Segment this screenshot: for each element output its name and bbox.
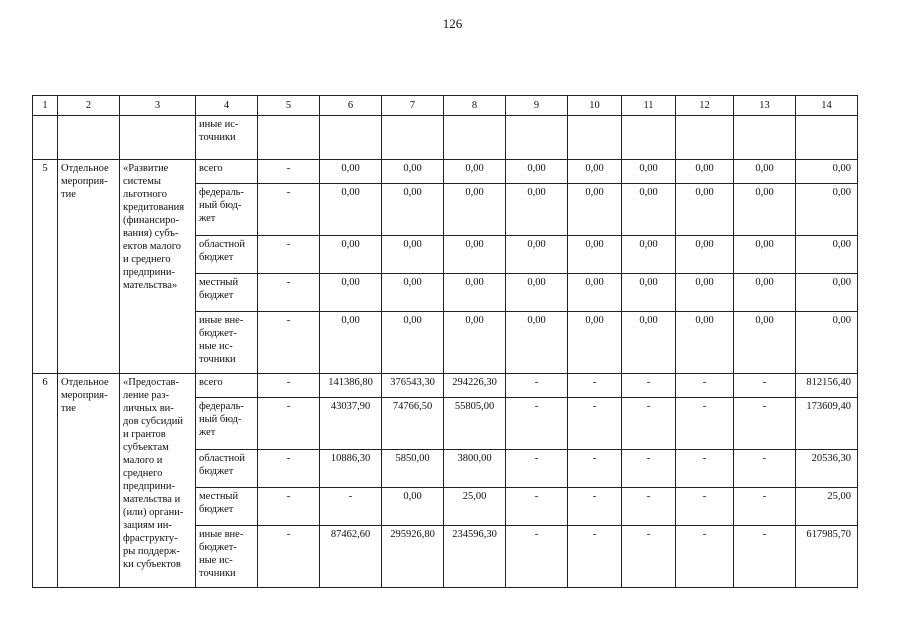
value-col-13: 0,00	[734, 236, 796, 274]
value-col-11: 0,00	[622, 236, 676, 274]
value-col-7: 74766,50	[382, 398, 444, 450]
value-col-8: 0,00	[444, 274, 506, 312]
value-col-7: 295926,80	[382, 526, 444, 588]
value-col-6: 0,00	[320, 312, 382, 374]
value-col-12: -	[676, 374, 734, 398]
value-col-8: 3800,00	[444, 450, 506, 488]
row5-subrow	[33, 160, 858, 184]
value-col-13: 0,00	[734, 184, 796, 236]
value-col-8: 0,00	[444, 160, 506, 184]
row5-number: 5	[33, 160, 58, 374]
cell-col-4: иные ис- точники	[196, 116, 258, 160]
value-col-12: 0,00	[676, 184, 734, 236]
value-col-11: 0,00	[622, 184, 676, 236]
value-col-8: 0,00	[444, 312, 506, 374]
value-col-11: -	[622, 488, 676, 526]
value-col-9: -	[506, 526, 568, 588]
value-col-9: 0,00	[506, 184, 568, 236]
funding-source: областной бюджет	[196, 236, 258, 274]
value-col-9: 0,00	[506, 160, 568, 184]
value-col-12: 0,00	[676, 312, 734, 374]
column-header-11: 11	[622, 96, 676, 116]
value-col-12: 0,00	[676, 236, 734, 274]
value-col-9: -	[506, 398, 568, 450]
value-col-9: -	[506, 374, 568, 398]
value-col-11: -	[622, 374, 676, 398]
row6-subrow	[33, 374, 858, 398]
value-col-13: -	[734, 488, 796, 526]
value-col-12: -	[676, 398, 734, 450]
row6-name: «Предостав- ление раз- личных ви- дов субсидий и грантов субъектам малого и среднего предприни- мательства и (или) органи- зациям ин- фраструкту- ры поддерж- ки субъектов	[120, 374, 196, 588]
value-col-5: -	[258, 450, 320, 488]
value-col-9: -	[506, 488, 568, 526]
value-col-6: 87462,60	[320, 526, 382, 588]
value-col-14: 812156,40	[796, 374, 858, 398]
value-col-13: -	[734, 374, 796, 398]
value-col-14: 25,00	[796, 488, 858, 526]
cell-col-6	[320, 116, 382, 160]
column-header-2: 2	[58, 96, 120, 116]
value-col-8: 0,00	[444, 184, 506, 236]
header-row	[33, 96, 858, 116]
value-col-8: 0,00	[444, 236, 506, 274]
value-col-12: -	[676, 450, 734, 488]
value-col-10: 0,00	[568, 312, 622, 374]
continuation-row	[33, 116, 858, 160]
value-col-5: -	[258, 236, 320, 274]
value-col-8: 234596,30	[444, 526, 506, 588]
value-col-7: 0,00	[382, 184, 444, 236]
value-col-8: 55805,00	[444, 398, 506, 450]
value-col-13: -	[734, 450, 796, 488]
value-col-11: -	[622, 398, 676, 450]
value-col-9: 0,00	[506, 236, 568, 274]
value-col-14: 0,00	[796, 184, 858, 236]
value-col-10: -	[568, 450, 622, 488]
value-col-14: 0,00	[796, 160, 858, 184]
value-col-7: 0,00	[382, 160, 444, 184]
value-col-9: 0,00	[506, 274, 568, 312]
value-col-12: 0,00	[676, 160, 734, 184]
budget-table	[32, 95, 858, 588]
value-col-14: 0,00	[796, 236, 858, 274]
value-col-10: -	[568, 374, 622, 398]
column-header-12: 12	[676, 96, 734, 116]
value-col-5: -	[258, 312, 320, 374]
cell-col-7	[382, 116, 444, 160]
value-col-8: 294226,30	[444, 374, 506, 398]
value-col-11: 0,00	[622, 160, 676, 184]
value-col-14: 0,00	[796, 274, 858, 312]
funding-source: федераль- ный бюд- жет	[196, 184, 258, 236]
cell-col-8	[444, 116, 506, 160]
value-col-6: 0,00	[320, 274, 382, 312]
value-col-6: 43037,90	[320, 398, 382, 450]
value-col-6: 0,00	[320, 160, 382, 184]
value-col-10: -	[568, 488, 622, 526]
value-col-10: -	[568, 398, 622, 450]
value-col-11: 0,00	[622, 312, 676, 374]
value-col-14: 173609,40	[796, 398, 858, 450]
cell-col-13	[734, 116, 796, 160]
cell-col-5	[258, 116, 320, 160]
value-col-5: -	[258, 398, 320, 450]
value-col-6: 0,00	[320, 184, 382, 236]
funding-source: областной бюджет	[196, 450, 258, 488]
value-col-13: -	[734, 398, 796, 450]
value-col-6: -	[320, 488, 382, 526]
value-col-8: 25,00	[444, 488, 506, 526]
value-col-11: 0,00	[622, 274, 676, 312]
value-col-10: -	[568, 526, 622, 588]
value-col-5: -	[258, 274, 320, 312]
column-header-8: 8	[444, 96, 506, 116]
value-col-13: -	[734, 526, 796, 588]
value-col-7: 0,00	[382, 488, 444, 526]
value-col-6: 0,00	[320, 236, 382, 274]
value-col-10: 0,00	[568, 236, 622, 274]
cell-col-14	[796, 116, 858, 160]
value-col-9: -	[506, 450, 568, 488]
value-col-13: 0,00	[734, 312, 796, 374]
column-header-4: 4	[196, 96, 258, 116]
column-header-7: 7	[382, 96, 444, 116]
value-col-7: 0,00	[382, 274, 444, 312]
cell-col-9	[506, 116, 568, 160]
column-header-6: 6	[320, 96, 382, 116]
column-header-1: 1	[33, 96, 58, 116]
value-col-11: -	[622, 450, 676, 488]
value-col-10: 0,00	[568, 184, 622, 236]
value-col-9: 0,00	[506, 312, 568, 374]
funding-source: всего	[196, 160, 258, 184]
value-col-7: 376543,30	[382, 374, 444, 398]
cell-col-3	[120, 116, 196, 160]
value-col-6: 141386,80	[320, 374, 382, 398]
funding-source: местный бюджет	[196, 274, 258, 312]
page-number: 126	[442, 16, 463, 31]
row5-type: Отдельное мероприя- тие	[58, 160, 120, 374]
column-header-10: 10	[568, 96, 622, 116]
value-col-6: 10886,30	[320, 450, 382, 488]
value-col-13: 0,00	[734, 160, 796, 184]
value-col-14: 20536,30	[796, 450, 858, 488]
value-col-7: 0,00	[382, 312, 444, 374]
funding-source: местный бюджет	[196, 488, 258, 526]
value-col-5: -	[258, 488, 320, 526]
value-col-11: -	[622, 526, 676, 588]
value-col-10: 0,00	[568, 274, 622, 312]
funding-source: федераль- ный бюд- жет	[196, 398, 258, 450]
value-col-5: -	[258, 374, 320, 398]
value-col-14: 617985,70	[796, 526, 858, 588]
column-header-5: 5	[258, 96, 320, 116]
row6-type: Отдельное мероприя- тие	[58, 374, 120, 588]
value-col-10: 0,00	[568, 160, 622, 184]
cell-col-11	[622, 116, 676, 160]
funding-source: иные вне- бюджет- ные ис- точники	[196, 526, 258, 588]
cell-col-1	[33, 116, 58, 160]
row5-name: «Развитие системы льготного кредитования (финансиро- вания) субъ- ектов малого и среднего предприни- мательства»	[120, 160, 196, 374]
cell-col-10	[568, 116, 622, 160]
value-col-5: -	[258, 184, 320, 236]
column-header-14: 14	[796, 96, 858, 116]
value-col-7: 0,00	[382, 236, 444, 274]
column-header-13: 13	[734, 96, 796, 116]
value-col-12: 0,00	[676, 274, 734, 312]
funding-source: всего	[196, 374, 258, 398]
cell-col-12	[676, 116, 734, 160]
value-col-5: -	[258, 526, 320, 588]
value-col-12: -	[676, 488, 734, 526]
column-header-9: 9	[506, 96, 568, 116]
value-col-13: 0,00	[734, 274, 796, 312]
cell-col-2	[58, 116, 120, 160]
value-col-14: 0,00	[796, 312, 858, 374]
value-col-12: -	[676, 526, 734, 588]
value-col-5: -	[258, 160, 320, 184]
funding-source: иные вне- бюджет- ные ис- точники	[196, 312, 258, 374]
column-header-3: 3	[120, 96, 196, 116]
value-col-7: 5850,00	[382, 450, 444, 488]
row6-number: 6	[33, 374, 58, 588]
